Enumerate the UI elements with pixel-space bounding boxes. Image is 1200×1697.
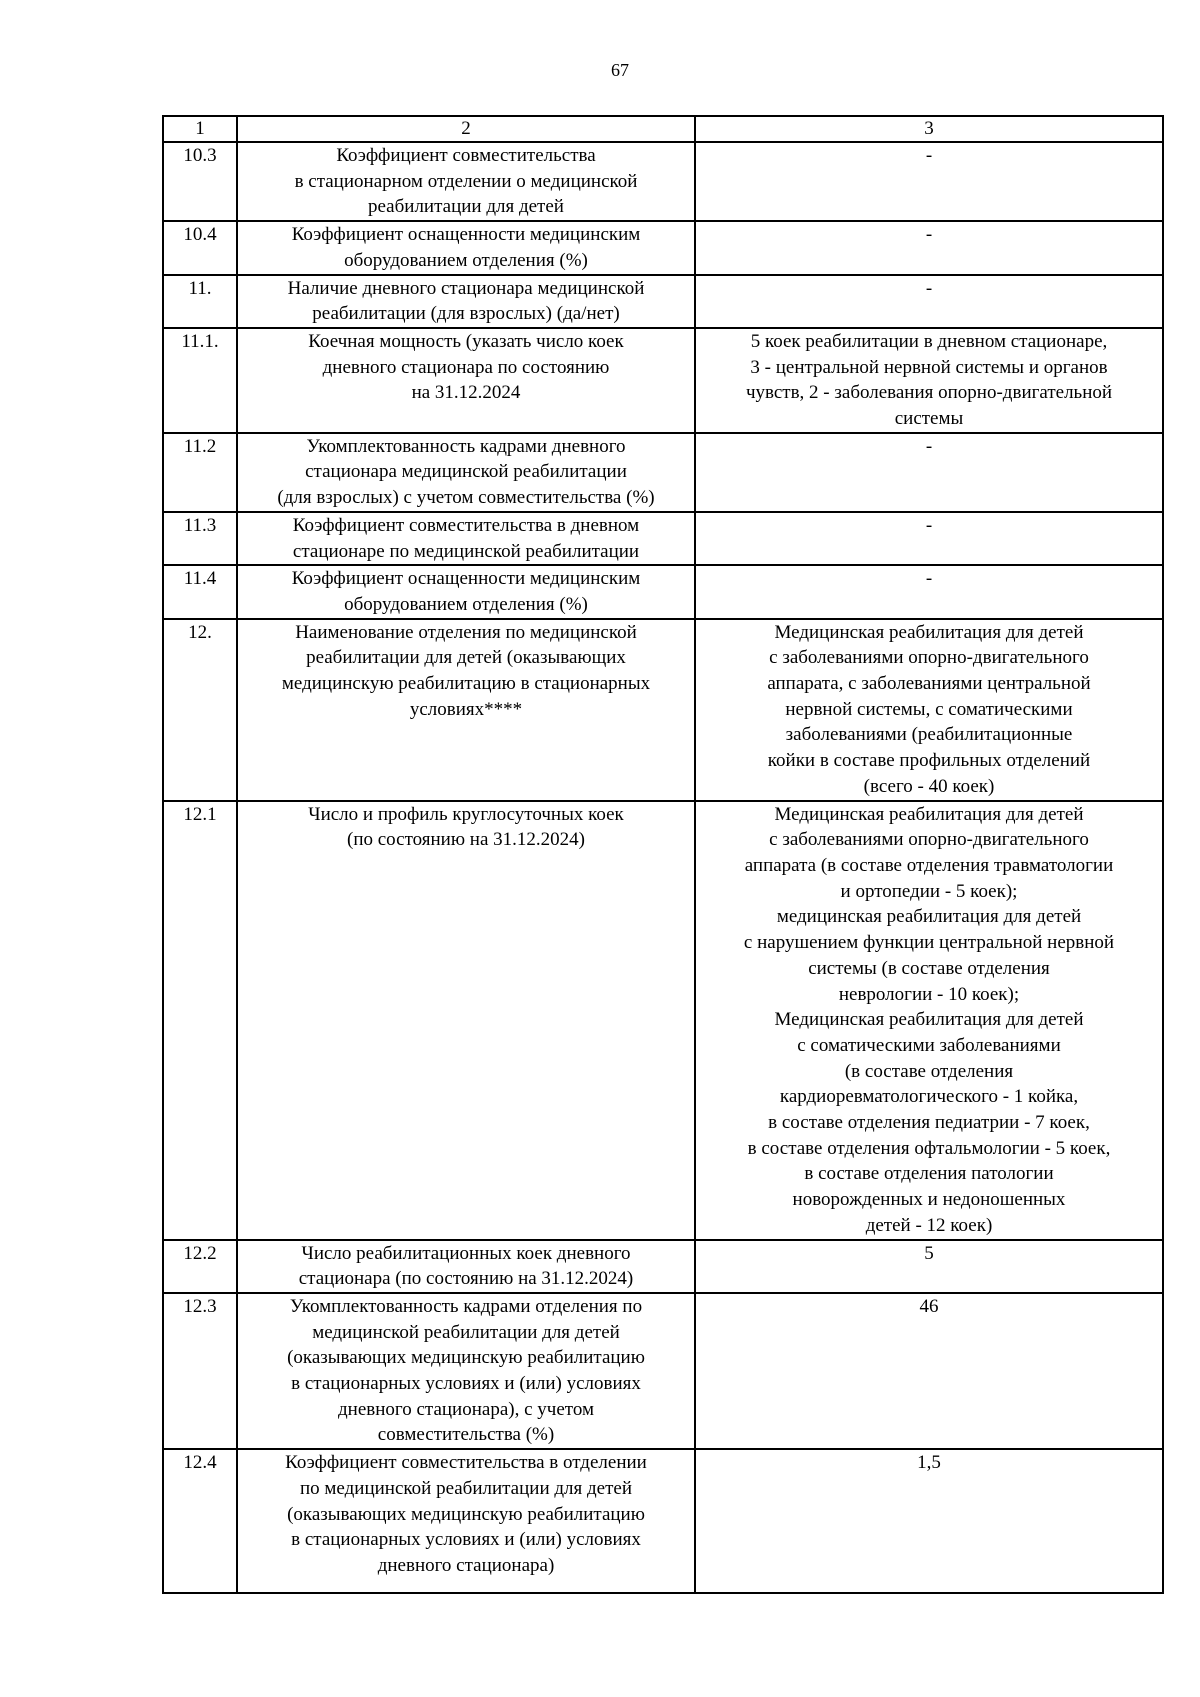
indicator-text-line: дневного стационара) — [377, 1554, 555, 1576]
value-cell — [695, 565, 1163, 618]
value-cell — [695, 142, 1163, 221]
indicator-text-line: стационара (по состоянию на 31.12.2024) — [298, 1268, 634, 1290]
value-text-line: с заболеваниями опорно-двигательного — [769, 829, 1089, 851]
table-body — [163, 116, 1163, 1593]
value-text-line: неврологии - 10 коек); — [838, 983, 1020, 1005]
indicator-text-line: условиях**** — [409, 698, 523, 720]
value-cell — [695, 512, 1163, 565]
report-table — [162, 115, 1164, 1594]
value-text-line: нервной системы, с соматическими — [785, 698, 1073, 720]
table-row — [163, 433, 1163, 512]
indicator-text-line: Наличие дневного стационара медицинской — [287, 277, 645, 299]
indicator-text-line: реабилитации для детей (оказывающих — [306, 647, 626, 669]
row-number-cell: 12.4 — [163, 1449, 237, 1593]
indicator-cell — [237, 1293, 695, 1449]
value-cell — [695, 1293, 1163, 1449]
table-row — [163, 801, 1163, 1240]
row-number-cell: 12.3 — [163, 1293, 237, 1449]
table-row — [163, 619, 1163, 801]
row-number-cell: 11.4 — [163, 565, 237, 618]
value-text-line: Медицинская реабилитация для детей — [774, 1009, 1084, 1031]
table-row — [163, 565, 1163, 618]
row-number-cell: 12.2 — [163, 1240, 237, 1293]
value-text-line: с соматическими заболеваниями — [797, 1034, 1061, 1056]
page-number: 67 — [611, 60, 629, 80]
value-text-line: аппарата, с заболеваниями центральной — [767, 673, 1091, 695]
indicator-text-line: Укомплектованность кадрами дневного — [306, 435, 626, 457]
indicator-text-line: оборудованием отделения (%) — [344, 593, 588, 615]
value-text-line: и ортопедии - 5 коек); — [840, 880, 1018, 902]
value-text-line: (всего - 40 коек) — [863, 775, 995, 797]
indicator-text-line: дневного стационара), с учетом — [338, 1398, 594, 1420]
indicator-cell — [237, 221, 695, 274]
indicator-cell — [237, 619, 695, 801]
indicator-cell — [237, 142, 695, 221]
value-text-line: 5 коек реабилитации в дневном стационаре, — [750, 330, 1108, 352]
value-cell — [695, 619, 1163, 801]
indicator-text-line: (оказывающих медицинскую реабилитацию — [287, 1503, 645, 1525]
value-text-line: - — [925, 435, 933, 457]
value-text-line: Медицинская реабилитация для детей — [774, 621, 1084, 643]
indicator-text-line: Коечная мощность (указать число коек — [308, 330, 624, 352]
indicator-text-line: реабилитации (для взрослых) (да/нет) — [312, 303, 620, 325]
value-cell — [695, 328, 1163, 433]
indicator-text-line: Коэффициент совместительства в дневном — [292, 514, 640, 536]
value-text-line: 1,5 — [917, 1452, 941, 1474]
table-row — [163, 512, 1163, 565]
table-row — [163, 1449, 1163, 1593]
indicator-cell — [237, 512, 695, 565]
header-cell-3: 3 — [695, 116, 1163, 142]
indicator-text-line: дневного стационара по состоянию — [322, 356, 610, 378]
indicator-cell — [237, 565, 695, 618]
indicator-text-line: Число реабилитационных коек дневного — [301, 1242, 631, 1264]
indicator-text-line: Наименование отделения по медицинской — [295, 621, 637, 643]
value-text-line: - — [925, 145, 933, 166]
row-number-cell: 11. — [163, 275, 237, 328]
value-text-line: детей - 12 коек) — [865, 1214, 993, 1236]
indicator-text-line: Коэффициент оснащенности медицинским — [291, 224, 641, 246]
indicator-cell — [237, 275, 695, 328]
table-header-row — [163, 116, 1163, 142]
indicator-text-line: Число и профиль круглосуточных коек — [308, 803, 624, 825]
indicator-text-line: медицинской реабилитации для детей — [312, 1321, 620, 1343]
value-text-line: с заболеваниями опорно-двигательного — [769, 647, 1089, 669]
indicator-text-line: реабилитации для детей — [368, 196, 564, 218]
table-row — [163, 1240, 1163, 1293]
row-number-cell: 12.1 — [163, 801, 237, 1240]
value-cell — [695, 275, 1163, 328]
value-text-line: в составе отделения педиатрии - 7 коек, — [768, 1112, 1090, 1134]
value-text-line: чувств, 2 - заболевания опорно-двигательной — [745, 382, 1113, 404]
value-cell — [695, 1240, 1163, 1293]
value-cell — [695, 433, 1163, 512]
indicator-text-line: на 31.12.2024 — [411, 382, 521, 404]
row-number-cell: 11.1. — [163, 328, 237, 433]
value-text-line: заболеваниями (реабилитационные — [785, 724, 1073, 746]
row-number-cell: 12. — [163, 619, 237, 801]
header-cell-1: 1 — [163, 116, 237, 142]
value-text-line: кардиоревматологического - 1 койка, — [779, 1086, 1079, 1108]
value-text-line: новорожденных и недоношенных — [792, 1189, 1066, 1211]
header-cell-2: 2 — [237, 116, 695, 142]
indicator-text-line: в стационарном отделении о медицинской — [294, 170, 638, 192]
table-row — [163, 221, 1163, 274]
indicator-text-line: в стационарных условиях и (или) условиях — [291, 1373, 641, 1395]
indicator-text-line: Коэффициент совместительства в отделении — [285, 1452, 647, 1474]
value-text-line: койки в составе профильных отделений — [767, 750, 1091, 772]
indicator-text-line: Коэффициент совместительства — [336, 145, 596, 166]
value-text-line: (в составе отделения — [844, 1060, 1014, 1082]
indicator-text-line: (по состоянию на 31.12.2024) — [347, 829, 585, 851]
indicator-text-line: Коэффициент оснащенности медицинским — [291, 568, 641, 590]
value-text-line: - — [925, 514, 933, 536]
indicator-cell — [237, 328, 695, 433]
table-row — [163, 328, 1163, 433]
value-text-line: - — [925, 568, 933, 590]
indicator-text-line: совместительства (%) — [377, 1424, 555, 1446]
table-row — [163, 1293, 1163, 1449]
indicator-text-line: медицинскую реабилитацию в стационарных — [281, 673, 651, 695]
value-text-line: медицинская реабилитация для детей — [776, 906, 1082, 928]
indicator-text-line: в стационарных условиях и (или) условиях — [291, 1529, 641, 1551]
indicator-text-line: оборудованием отделения (%) — [344, 249, 588, 271]
value-text-line: в составе отделения патологии — [804, 1163, 1054, 1185]
indicator-text-line: (для взрослых) с учетом совместительства (%) — [277, 487, 655, 509]
value-text-line: с нарушением функции центральной нервной — [743, 932, 1115, 954]
indicator-text-line: стационара медицинской реабилитации — [305, 461, 627, 483]
indicator-cell — [237, 1449, 695, 1593]
value-text-line: - — [925, 277, 933, 299]
value-text-line: 3 - центральной нервной системы и органов — [750, 356, 1108, 378]
indicator-text-line: по медицинской реабилитации для детей — [299, 1477, 633, 1499]
table-row — [163, 275, 1163, 328]
indicator-text-line: Укомплектованность кадрами отделения по — [289, 1295, 643, 1317]
indicator-text-line: (оказывающих медицинскую реабилитацию — [287, 1347, 645, 1369]
table-row — [163, 142, 1163, 221]
value-text-line: системы — [894, 408, 964, 430]
indicator-text-line: стационаре по медицинской реабилитации — [292, 540, 640, 562]
value-text-line: аппарата (в составе отделения травматологии — [744, 854, 1114, 876]
indicator-cell — [237, 801, 695, 1240]
value-cell — [695, 221, 1163, 274]
value-text-line: 5 — [924, 1242, 934, 1264]
value-text-line: Медицинская реабилитация для детей — [774, 803, 1084, 825]
indicator-cell — [237, 433, 695, 512]
row-number-cell: 11.2 — [163, 433, 237, 512]
row-number-cell: 10.4 — [163, 221, 237, 274]
value-text-line: 46 — [919, 1295, 939, 1317]
value-text-line: системы (в составе отделения — [808, 957, 1050, 979]
value-cell — [695, 801, 1163, 1240]
row-number-cell: 11.3 — [163, 512, 237, 565]
value-text-line: - — [925, 224, 933, 246]
indicator-cell — [237, 1240, 695, 1293]
value-cell — [695, 1449, 1163, 1593]
value-text-line: в составе отделения офтальмологии - 5 коек, — [747, 1137, 1111, 1159]
row-number-cell: 10.3 — [163, 142, 237, 221]
